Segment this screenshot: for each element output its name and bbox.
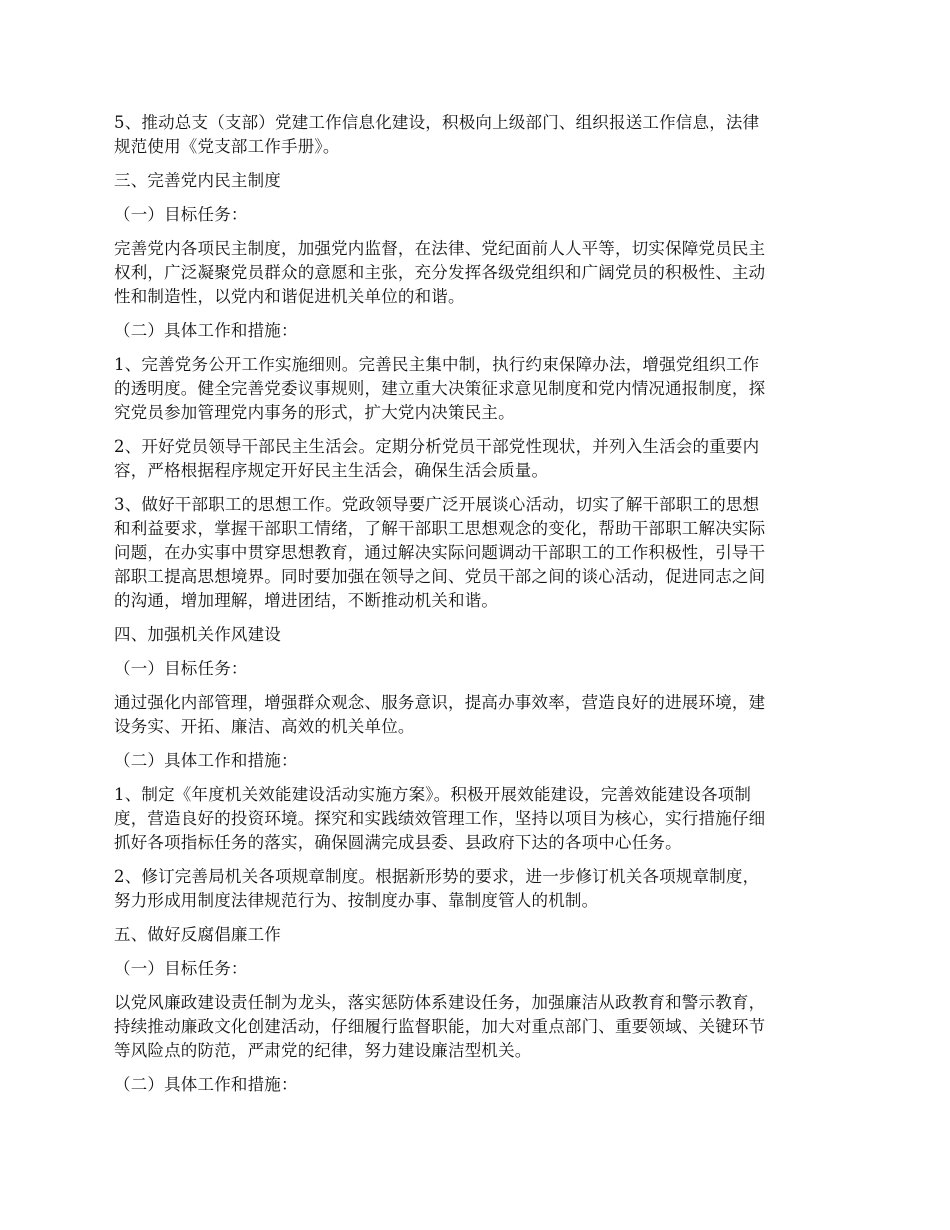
text-line: 三、完善党内民主制度	[114, 171, 281, 190]
section-heading-4	[114, 623, 844, 647]
text-line: 完善党内各项民主制度，加强党内监督，在法律、党纪面前人人平等，切实保障党员民主	[114, 239, 766, 258]
paragraph-measure-2	[114, 865, 844, 913]
paragraph-measure-2	[114, 435, 844, 483]
text-line: 的透明度。健全完善党委议事规则，建立重大决策征求意见制度和党内情况通报制度，探	[114, 379, 766, 398]
text-line: （一）目标任务：	[114, 959, 248, 978]
subheading-measures	[114, 319, 844, 343]
subheading-goals	[114, 203, 844, 227]
subheading-measures	[114, 749, 844, 773]
text-line: 设务实、开拓、廉洁、高效的机关单位。	[114, 717, 415, 736]
text-line: （二）具体工作和措施：	[114, 1075, 298, 1094]
text-line: 以党风廉政建设责任制为龙头，落实惩防体系建设任务，加强廉洁从政教育和警示教育，	[114, 993, 766, 1012]
text-line: 问题，在办实事中贯穿思想教育，通过解决实际问题调动干部职工的工作积极性，引导干	[114, 543, 766, 562]
subheading-goals	[114, 957, 844, 981]
text-line: 容，严格根据程序规定开好民主生活会，确保生活会质量。	[114, 461, 549, 480]
text-line: （二）具体工作和措施：	[114, 751, 298, 770]
text-line: 抓好各项指标任务的落实，确保圆满完成县委、县政府下达的各项中心任务。	[114, 833, 682, 852]
paragraph-goals-3	[114, 237, 844, 309]
text-line: 部职工提高思想境界。同时要加强在领导之间、党员干部之间的谈心活动，促进同志之间	[114, 567, 766, 586]
text-line: 5、推动总支（支部）党建工作信息化建设，积极向上级部门、组织报送工作信息，法律	[114, 113, 760, 132]
text-line: 2、修订完善局机关各项规章制度。根据新形势的要求，进一步修订机关各项规章制度，	[114, 867, 760, 886]
paragraph-measure-1	[114, 783, 844, 855]
text-line: 3、做好干部职工的思想工作。党政领导要广泛开展谈心活动，切实了解干部职工的思想	[114, 495, 760, 514]
text-line: （一）目标任务：	[114, 659, 248, 678]
text-line: 等风险点的防范，严肃党的纪律，努力建设廉洁型机关。	[114, 1041, 532, 1060]
subheading-goals	[114, 657, 844, 681]
document-body	[114, 111, 844, 1107]
text-line: 究党员参加管理党内事务的形式，扩大党内决策民主。	[114, 403, 515, 422]
section-heading-5	[114, 923, 844, 947]
text-line: 2、开好党员领导干部民主生活会。定期分析党员干部党性现状，并列入生活会的重要内	[114, 437, 760, 456]
text-line: 和利益要求，掌握干部职工情绪，了解干部职工思想观念的变化，帮助干部职工解决实际	[114, 519, 766, 538]
text-line: 四、加强机关作风建设	[114, 625, 281, 644]
text-line: 度，营造良好的投资环境。探究和实践绩效管理工作，坚持以项目为核心，实行措施仔细	[114, 809, 766, 828]
text-line: 努力形成用制度法律规范行为、按制度办事、靠制度管人的机制。	[114, 891, 599, 910]
text-line: （一）目标任务：	[114, 205, 248, 224]
text-line: 1、完善党务公开工作实施细则。完善民主集中制，执行约束保障办法，增强党组织工作	[114, 355, 760, 374]
text-line: 规范使用《党支部工作手册》。	[114, 137, 340, 156]
section-heading-3	[114, 169, 844, 193]
text-line: 性和制造性，以党内和谐促进机关单位的和谐。	[114, 287, 465, 306]
paragraph-measure-3	[114, 493, 844, 613]
paragraph-goals-5	[114, 991, 844, 1063]
paragraph-measure-1	[114, 353, 844, 425]
text-line: 持续推动廉政文化创建活动，仔细履行监督职能，加大对重点部门、重要领域、关键环节	[114, 1017, 766, 1036]
text-line: 权利，广泛凝聚党员群众的意愿和主张，充分发挥各级党组织和广阔党员的积极性、主动	[114, 263, 766, 282]
text-line: 通过强化内部管理，增强群众观念、服务意识，提高办事效率，营造良好的进展环境，建	[114, 693, 766, 712]
paragraph-item-5-informatization	[114, 111, 844, 159]
text-line: （二）具体工作和措施：	[114, 321, 298, 340]
text-line: 的沟通，增加理解，增进团结，不断推动机关和谐。	[114, 591, 499, 610]
text-line: 五、做好反腐倡廉工作	[114, 925, 281, 944]
subheading-measures	[114, 1073, 844, 1097]
text-line: 1、制定《年度机关效能建设活动实施方案》。积极开展效能建设，完善效能建设各项制	[114, 785, 752, 804]
paragraph-goals-4	[114, 691, 844, 739]
